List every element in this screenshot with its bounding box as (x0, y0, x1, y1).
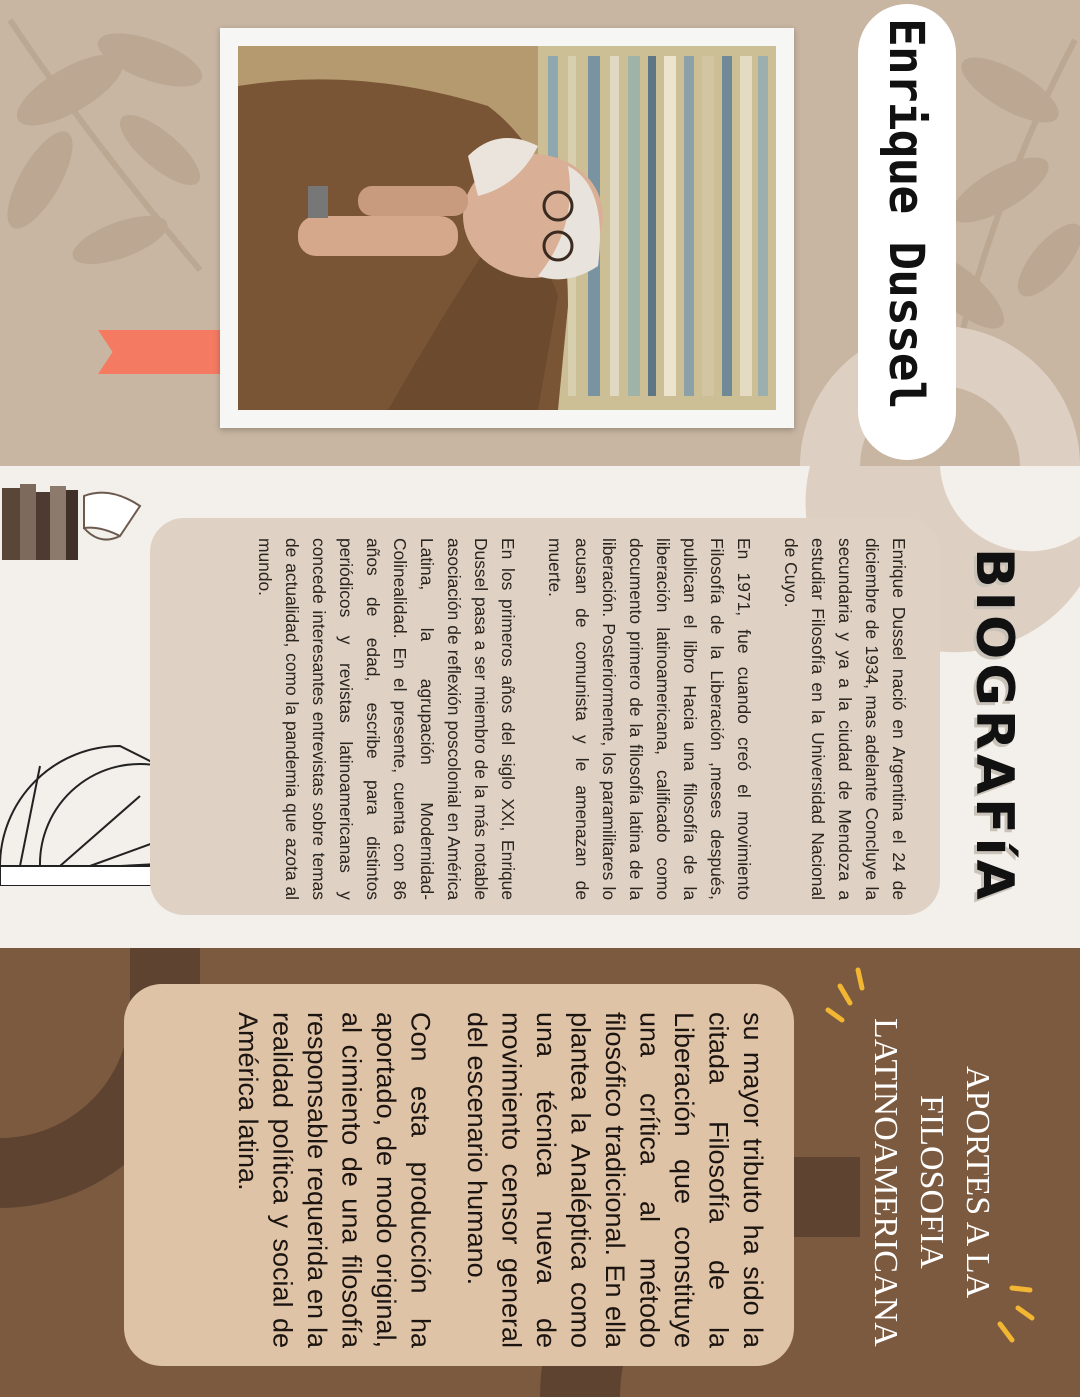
ribbon-decoration (98, 330, 220, 374)
biografia-text (172, 538, 912, 900)
books-icon (2, 484, 140, 560)
portrait-frame (220, 28, 794, 428)
page-title: Enrique Dussel (878, 18, 934, 409)
biografia-paragraph: Enrique Dussel nació en Argentina el 24 de diciembre de 1934, mas adelante Concluye la secundaria y ya a la ciudad de Mendoza a estudiar Filosofía en la Universidad Nacional de Cuyo. (781, 538, 909, 900)
aportes-paragraph: su mayor tributo ha sido la citada Filosofía de la Liberación que constituye una crítica al método filosófico tradicional. En ella plantea la Analéptica como una técnica nueva de movimiento censor general del escenario humano. (462, 1012, 768, 1348)
biografia-paragraph: En los primeros años del siglo XXI, Enrique Dussel pasa a ser miembro de la más notable asociación de reflexión poscolonial en América Latina, la agrupación Modernidad-Colinealidad. En el presente, cuenta con 86 años de edad, escribe para distintos periódicos y revistas latinoamericanas y concede interesantes entrevistas sobre temas de actualidad, como la pandemia que azota al mundo. (255, 538, 518, 900)
portrait-photo (238, 46, 776, 410)
biografia-paragraph: En 1971, fue cuando creó el movimiento Filosofía de la Liberación ,meses después, publican el libro Hacia una filosofía de la liberación latinoamericana, calificado como documento primero de la filosofía latina de la liberación. Posteriormente, los paramilitares lo acusan de comunista y le amenazan de muerte. (545, 538, 754, 900)
aportes-text (150, 1012, 770, 1348)
aportes-heading: APORTES A LA FILOSOFIA LATINOAMERICANA (867, 1017, 996, 1347)
aportes-paragraph: Con esta producción ha aportado, de modo original, al cimiento de una filosofía responsable requerida en la realidad política y social de América latina. (233, 1012, 436, 1348)
biografia-heading: BIOGRAFíA (964, 548, 1024, 904)
